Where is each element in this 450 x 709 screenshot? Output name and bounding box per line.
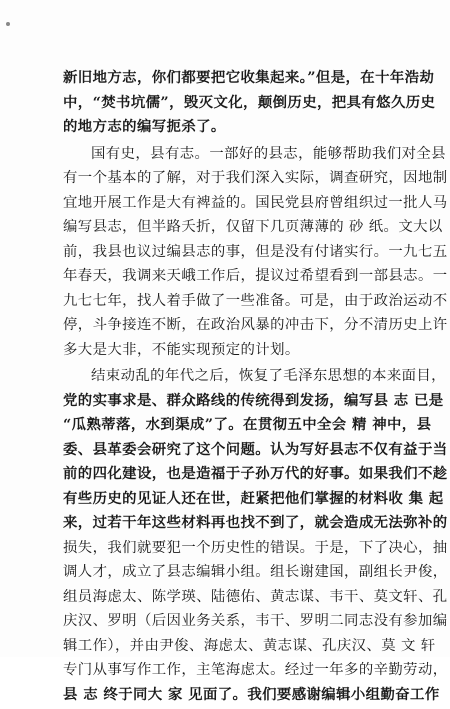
text-line: 县 志 终于同大 家 见面了。我们要感谢编辑小组勤奋工作	[63, 685, 440, 703]
text-line: 委、县革委会研究了这个问题。认为写好县志不仅有益于当	[63, 440, 448, 458]
text-line: 宜地开展工作是大有裨益的。国民党县府曾组织过一批人马	[63, 194, 448, 211]
text-line: 编写县志，但半路夭折，仅留下几页薄薄的 砂 纸。文大以	[63, 219, 443, 235]
text-line: 多大是大非，不能实现预定的计划。	[63, 341, 300, 358]
text-line: 组员海虑太、陈学瑛、陆德佑、黄志谋、韦干、莫文轩、孔	[63, 588, 448, 605]
text-line: 国有史，县有志。一部好的县志，能够帮助我们对全县	[91, 145, 446, 162]
text-line: 新旧地方志，你们都要把它收集起来。”但是，在十年浩劫	[63, 69, 435, 86]
text-line: 前，我县也议过编县志的事，但是没有付诸实行。一九七五	[63, 243, 448, 260]
text-line: 中，“焚书坑儒”，毁灭文化，颠倒历史，把具有悠久历史	[63, 93, 436, 111]
text-line: 前的四化建设，也是造福于子孙万代的好事。如果我们不趁	[63, 465, 448, 482]
text-line: 调人才，成立了县志编辑小组。组长谢建国，副组长尹俊，	[63, 564, 448, 580]
text-line: 结束动乱的年代之后，恢复了毛泽东思想的本来面目，	[91, 368, 446, 384]
text-line: 辑工作），并由尹俊、海虑太、黄志谋、孔庆汉、莫 文 轩	[63, 637, 436, 654]
text-line: 停，斗争接连不断，在政治风暴的冲击下，分不清历史上许	[63, 317, 448, 333]
text-line: 九七七年，找人着手做了一些准备。可是，由于政治运动不	[63, 292, 448, 309]
text-line: 有一个基本的了解，对于我们深入实际，调查研究，因地制	[63, 170, 448, 186]
text-line: “瓜熟蒂落，水到渠成”了。在贯彻五中全会 精 神中，县	[63, 416, 432, 433]
paragraph	[63, 66, 436, 140]
text-line: 党的实事求是、群众路线的传统得到发扬，编写县 志 已是	[63, 391, 444, 409]
text-line: 有些历史的见证人还在世，赶紧把他们掌握的材料收 集 起	[63, 489, 444, 507]
text-line: 来，过若干年这些材料再也找不到了，就会造成无法弥补的	[63, 514, 448, 531]
text-line: 庆汉、罗明（后因业务关系，韦干、罗明二同志没有参加编	[63, 613, 448, 629]
text-line: 年春天，我调来天峨工作后，提议过希望看到一部县志。一	[63, 268, 448, 284]
body-text	[63, 66, 448, 709]
paragraph	[63, 364, 448, 707]
text-line: 的地方志的编写扼杀了。	[63, 118, 226, 135]
paragraph	[63, 142, 448, 363]
text-line: 专门从事写作工作，主笔海虑太。经过一年多的辛勤劳动，	[63, 662, 448, 678]
scan-speck	[6, 22, 10, 26]
text-line: 损失，我们就要犯一个历史性的错误。于是，下了决心，抽	[63, 539, 448, 556]
